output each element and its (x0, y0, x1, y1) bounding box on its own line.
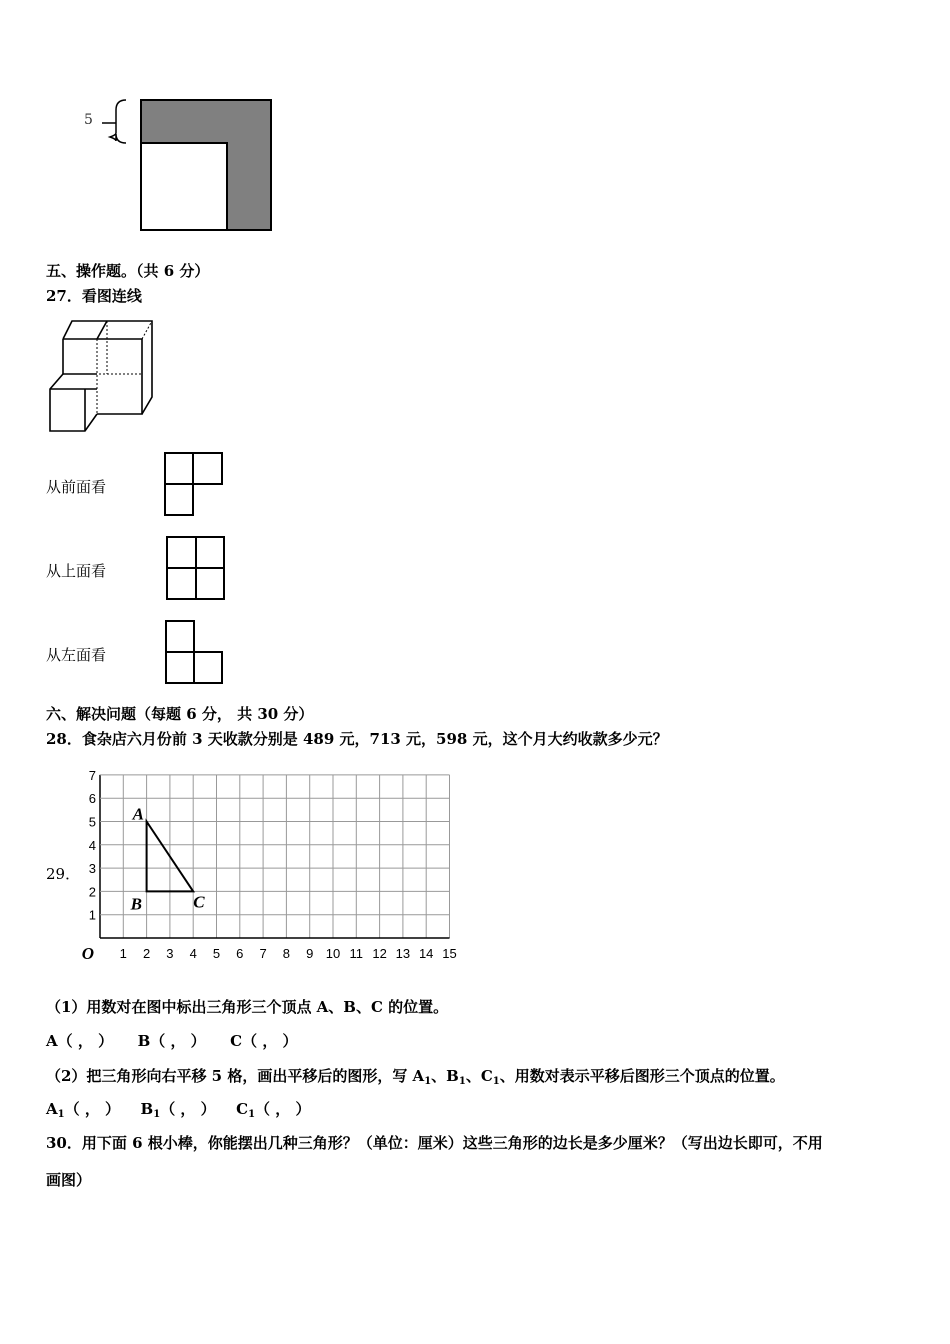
dimension-label: 5 (84, 112, 93, 128)
answer2-a-label: A (46, 1100, 58, 1118)
x-tick-label: 4 (189, 946, 197, 961)
answer2-a: （ ， ） (64, 1100, 121, 1118)
vertex-label: A (132, 804, 144, 824)
x-tick-label: 9 (306, 946, 314, 961)
answer2-c-label: C (236, 1100, 249, 1118)
cube-stack-figure (45, 318, 160, 436)
answer2-c: （ ， ） (255, 1100, 311, 1118)
y-tick-label: 2 (88, 884, 96, 900)
x-tick-label: 3 (166, 946, 174, 961)
view-shape-left (164, 619, 226, 685)
q29-number: 29． (46, 865, 81, 883)
x-tick-label: 14 (418, 946, 434, 961)
shaded-square-figure (80, 95, 280, 235)
x-tick-label: 1 (119, 946, 127, 961)
y-tick-label: 4 (88, 837, 96, 853)
part2-text-c: 、C (465, 1067, 493, 1085)
x-tick-label: 12 (372, 946, 387, 961)
q29-part2 (46, 1066, 785, 1092)
subscript: 1 (492, 1076, 500, 1087)
section5-heading: 五、操作题。（共 6 分） (46, 262, 210, 280)
vertex-label: B (130, 894, 142, 914)
y-tick-label: 1 (88, 907, 96, 923)
view-shape-top (165, 535, 227, 601)
q28-text: 28．食杂店六月份前 3 天收款分别是 489 元，713 元，598 元，这个月大约收款多少元？ (46, 730, 668, 748)
vertex-label: C (193, 892, 205, 912)
view-label-front: 从前面看 (46, 478, 107, 496)
subscript: 1 (248, 1109, 256, 1120)
part2-text-b: 、B (431, 1067, 459, 1085)
x-tick-label: 10 (325, 946, 341, 961)
q27-title: 27．看图连线 (46, 287, 142, 305)
subscript: 1 (458, 1076, 466, 1087)
y-tick-label: 3 (88, 861, 96, 877)
section6-heading: 六、解决问题（每题 6 分， 共 30 分） (46, 705, 314, 723)
answer2-b: （ ， ） (160, 1100, 216, 1118)
part2-text-a: （2）把三角形向右平移 5 格，画出平移后的图形，写 A (46, 1067, 425, 1085)
grid-svg (80, 766, 470, 966)
answer-b: B（ ， ） (137, 1032, 206, 1050)
y-tick-label: 7 (88, 767, 96, 783)
answer1-row (46, 1031, 298, 1051)
origin-label: O (81, 944, 94, 963)
answer2-row (46, 1099, 310, 1125)
subscript: 1 (57, 1109, 65, 1120)
y-tick-label: 5 (88, 814, 96, 830)
part2-text-d: 、用数对表示平移后图形三个顶点的位置。 (499, 1067, 785, 1085)
view-label-top: 从上面看 (46, 562, 107, 580)
x-tick-label: 2 (142, 946, 151, 961)
answer-a: A（ ， ） (46, 1032, 114, 1050)
x-tick-label: 8 (282, 946, 291, 961)
x-tick-label: 5 (212, 946, 221, 961)
x-tick-label: 13 (395, 946, 411, 961)
x-tick-label: 7 (259, 946, 267, 961)
coordinate-grid (80, 766, 470, 966)
x-tick-label: 6 (236, 946, 244, 961)
answer-c: C（ ， ） (230, 1032, 298, 1050)
x-tick-label: 11 (349, 946, 364, 961)
subscript: 1 (424, 1076, 432, 1087)
view-shape-front (163, 451, 225, 517)
q30-line2: 画图） (46, 1171, 92, 1189)
view-label-left: 从左面看 (46, 646, 107, 664)
q30-line1: 30．用下面 6 根小棒，你能摆出几种三角形？（单位：厘米）这些三角形的边长是多少厘米？（写出边长即可，不用 (46, 1134, 823, 1152)
x-tick-label: 15 (442, 946, 457, 961)
q29-part1: （1）用数对在图中标出三角形三个顶点 A、B、C 的位置。 (46, 998, 449, 1016)
subscript: 1 (153, 1109, 161, 1120)
y-tick-label: 6 (88, 791, 96, 807)
answer2-b-label: B (140, 1100, 154, 1118)
